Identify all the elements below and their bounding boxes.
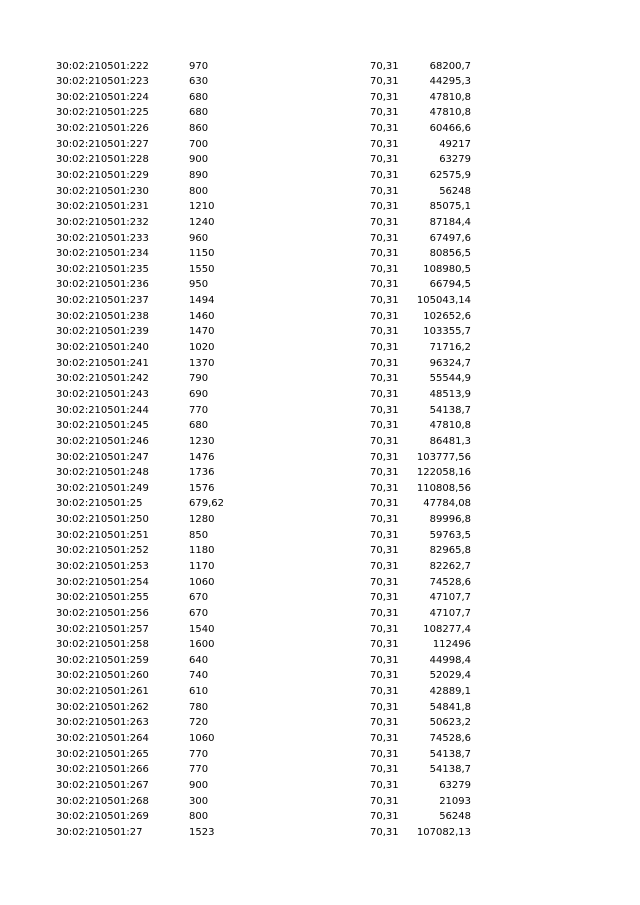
- cadastral-number-cell: 30:02:210501:259: [56, 654, 149, 666]
- rate-cell: 70,31: [370, 91, 399, 103]
- rate-cell: 70,31: [370, 545, 399, 557]
- rate-cell: 70,31: [370, 607, 399, 619]
- value-cell: 105043,14: [416, 295, 471, 307]
- table-row: [0, 184, 640, 200]
- area-cell: 1240: [189, 216, 215, 228]
- rate-cell: 70,31: [370, 404, 399, 416]
- value-cell: 56248: [439, 185, 471, 197]
- table-row: [0, 684, 640, 700]
- area-cell: 900: [189, 154, 209, 166]
- table-row: [0, 668, 640, 684]
- rate-cell: 70,31: [370, 639, 399, 651]
- area-cell: 970: [189, 60, 209, 72]
- rate-cell: 70,31: [370, 592, 399, 604]
- table-row: [0, 293, 640, 309]
- value-cell: 47107,7: [429, 607, 471, 619]
- area-cell: 770: [189, 404, 209, 416]
- value-cell: 107082,13: [416, 826, 471, 838]
- table-row: [0, 215, 640, 231]
- value-cell: 103777,56: [416, 451, 471, 463]
- area-cell: 950: [189, 279, 209, 291]
- rate-cell: 70,31: [370, 107, 399, 119]
- rate-cell: 70,31: [370, 811, 399, 823]
- area-cell: 1600: [189, 639, 215, 651]
- table-row: [0, 825, 640, 841]
- rate-cell: 70,31: [370, 717, 399, 729]
- table-row: [0, 309, 640, 325]
- table-row: [0, 246, 640, 262]
- cadastral-number-cell: 30:02:210501:248: [56, 467, 149, 479]
- rate-cell: 70,31: [370, 232, 399, 244]
- area-cell: 890: [189, 169, 209, 181]
- value-cell: 44998,4: [429, 654, 471, 666]
- cadastral-number-cell: 30:02:210501:267: [56, 779, 149, 791]
- rate-cell: 70,31: [370, 826, 399, 838]
- cadastral-number-cell: 30:02:210501:257: [56, 623, 149, 635]
- value-cell: 63279: [439, 779, 471, 791]
- value-cell: 62575,9: [429, 169, 471, 181]
- table-row: [0, 231, 640, 247]
- rate-cell: 70,31: [370, 420, 399, 432]
- table-row: [0, 794, 640, 810]
- rate-cell: 70,31: [370, 357, 399, 369]
- value-cell: 52029,4: [429, 670, 471, 682]
- value-cell: 67497,6: [429, 232, 471, 244]
- table-row: [0, 512, 640, 528]
- area-cell: 1476: [189, 451, 215, 463]
- table-row: [0, 622, 640, 638]
- table-row: [0, 575, 640, 591]
- cadastral-number-cell: 30:02:210501:227: [56, 138, 149, 150]
- cadastral-number-cell: 30:02:210501:224: [56, 91, 149, 103]
- value-cell: 89996,8: [429, 514, 471, 526]
- value-cell: 96324,7: [429, 357, 471, 369]
- area-cell: 740: [189, 670, 209, 682]
- rate-cell: 70,31: [370, 60, 399, 72]
- cadastral-number-cell: 30:02:210501:245: [56, 420, 149, 432]
- value-cell: 47107,7: [429, 592, 471, 604]
- table-row: [0, 762, 640, 778]
- table-row: [0, 747, 640, 763]
- value-cell: 54138,7: [429, 748, 471, 760]
- data-table: [0, 59, 640, 841]
- value-cell: 86481,3: [429, 435, 471, 447]
- area-cell: 610: [189, 686, 209, 698]
- rate-cell: 70,31: [370, 654, 399, 666]
- cadastral-number-cell: 30:02:210501:235: [56, 263, 149, 275]
- cadastral-number-cell: 30:02:210501:268: [56, 795, 149, 807]
- table-row: [0, 105, 640, 121]
- rate-cell: 70,31: [370, 295, 399, 307]
- table-row: [0, 465, 640, 481]
- rate-cell: 70,31: [370, 686, 399, 698]
- value-cell: 74528,6: [429, 576, 471, 588]
- area-cell: 780: [189, 701, 209, 713]
- table-row: [0, 528, 640, 544]
- area-cell: 1150: [189, 248, 215, 260]
- table-row: [0, 262, 640, 278]
- table-row: [0, 731, 640, 747]
- rate-cell: 70,31: [370, 701, 399, 713]
- rate-cell: 70,31: [370, 154, 399, 166]
- cadastral-number-cell: 30:02:210501:251: [56, 529, 149, 541]
- area-cell: 1060: [189, 576, 215, 588]
- rate-cell: 70,31: [370, 310, 399, 322]
- table-row: [0, 199, 640, 215]
- value-cell: 122058,16: [416, 467, 471, 479]
- value-cell: 85075,1: [429, 201, 471, 213]
- table-row: [0, 543, 640, 559]
- area-cell: 630: [189, 76, 209, 88]
- area-cell: 770: [189, 748, 209, 760]
- value-cell: 68200,7: [429, 60, 471, 72]
- area-cell: 960: [189, 232, 209, 244]
- area-cell: 1540: [189, 623, 215, 635]
- area-cell: 640: [189, 654, 209, 666]
- area-cell: 1210: [189, 201, 215, 213]
- area-cell: 850: [189, 529, 209, 541]
- cadastral-number-cell: 30:02:210501:261: [56, 686, 149, 698]
- rate-cell: 70,31: [370, 76, 399, 88]
- table-row: [0, 152, 640, 168]
- cadastral-number-cell: 30:02:210501:262: [56, 701, 149, 713]
- area-cell: 720: [189, 717, 209, 729]
- cadastral-number-cell: 30:02:210501:250: [56, 514, 149, 526]
- area-cell: 1470: [189, 326, 215, 338]
- value-cell: 54138,7: [429, 404, 471, 416]
- table-row: [0, 809, 640, 825]
- cadastral-number-cell: 30:02:210501:236: [56, 279, 149, 291]
- rate-cell: 70,31: [370, 373, 399, 385]
- table-row: [0, 403, 640, 419]
- cadastral-number-cell: 30:02:210501:269: [56, 811, 149, 823]
- cadastral-number-cell: 30:02:210501:265: [56, 748, 149, 760]
- rate-cell: 70,31: [370, 326, 399, 338]
- rate-cell: 70,31: [370, 435, 399, 447]
- area-cell: 1494: [189, 295, 215, 307]
- area-cell: 300: [189, 795, 209, 807]
- cadastral-number-cell: 30:02:210501:266: [56, 764, 149, 776]
- rate-cell: 70,31: [370, 670, 399, 682]
- value-cell: 66794,5: [429, 279, 471, 291]
- rate-cell: 70,31: [370, 748, 399, 760]
- area-cell: 800: [189, 811, 209, 823]
- value-cell: 55544,9: [429, 373, 471, 385]
- table-row: [0, 637, 640, 653]
- rate-cell: 70,31: [370, 482, 399, 494]
- cadastral-number-cell: 30:02:210501:260: [56, 670, 149, 682]
- cadastral-number-cell: 30:02:210501:232: [56, 216, 149, 228]
- value-cell: 112496: [432, 639, 471, 651]
- table-row: [0, 496, 640, 512]
- table-row: [0, 606, 640, 622]
- value-cell: 74528,6: [429, 733, 471, 745]
- table-row: [0, 371, 640, 387]
- rate-cell: 70,31: [370, 623, 399, 635]
- cadastral-number-cell: 30:02:210501:231: [56, 201, 149, 213]
- area-cell: 770: [189, 764, 209, 776]
- value-cell: 108277,4: [423, 623, 471, 635]
- cadastral-number-cell: 30:02:210501:237: [56, 295, 149, 307]
- table-row: [0, 715, 640, 731]
- rate-cell: 70,31: [370, 764, 399, 776]
- cadastral-number-cell: 30:02:210501:223: [56, 76, 149, 88]
- rate-cell: 70,31: [370, 561, 399, 572]
- area-cell: 680: [189, 107, 209, 119]
- table-row: [0, 340, 640, 356]
- table-row: [0, 387, 640, 403]
- rate-cell: 70,31: [370, 248, 399, 260]
- value-cell: 108980,5: [423, 263, 471, 275]
- table-row: [0, 590, 640, 606]
- table-row: [0, 356, 640, 372]
- cadastral-number-cell: 30:02:210501:244: [56, 404, 149, 416]
- area-cell: 1020: [189, 342, 215, 354]
- value-cell: 102652,6: [423, 310, 471, 322]
- rate-cell: 70,31: [370, 529, 399, 541]
- rate-cell: 70,31: [370, 342, 399, 354]
- area-cell: 860: [189, 123, 209, 135]
- area-cell: 1170: [189, 561, 215, 572]
- cadastral-number-cell: 30:02:210501:238: [56, 310, 149, 322]
- table-row: [0, 277, 640, 293]
- table-row: [0, 74, 640, 90]
- rate-cell: 70,31: [370, 576, 399, 588]
- cadastral-number-cell: 30:02:210501:27: [56, 826, 143, 838]
- value-cell: 82965,8: [429, 545, 471, 557]
- table-row: [0, 59, 640, 75]
- area-cell: 1736: [189, 467, 215, 479]
- area-cell: 700: [189, 138, 209, 150]
- rate-cell: 70,31: [370, 451, 399, 463]
- cadastral-number-cell: 30:02:210501:225: [56, 107, 149, 119]
- cadastral-number-cell: 30:02:210501:25: [56, 498, 143, 510]
- value-cell: 47810,8: [429, 420, 471, 432]
- cadastral-number-cell: 30:02:210501:242: [56, 373, 149, 385]
- value-cell: 48513,9: [429, 388, 471, 400]
- value-cell: 60466,6: [429, 123, 471, 135]
- cadastral-number-cell: 30:02:210501:264: [56, 733, 149, 745]
- rate-cell: 70,31: [370, 514, 399, 526]
- value-cell: 54138,7: [429, 764, 471, 776]
- cadastral-number-cell: 30:02:210501:240: [56, 342, 149, 354]
- cadastral-number-cell: 30:02:210501:263: [56, 717, 149, 729]
- rate-cell: 70,31: [370, 795, 399, 807]
- cadastral-number-cell: 30:02:210501:246: [56, 435, 149, 447]
- area-cell: 670: [189, 592, 209, 604]
- cadastral-number-cell: 30:02:210501:243: [56, 388, 149, 400]
- area-cell: 1230: [189, 435, 215, 447]
- rate-cell: 70,31: [370, 467, 399, 479]
- table-row: [0, 653, 640, 669]
- cadastral-number-cell: 30:02:210501:241: [56, 357, 149, 369]
- rate-cell: 70,31: [370, 123, 399, 135]
- value-cell: 49217: [439, 138, 471, 150]
- value-cell: 50623,2: [429, 717, 471, 729]
- area-cell: 1180: [189, 545, 215, 557]
- cadastral-number-cell: 30:02:210501:228: [56, 154, 149, 166]
- cadastral-number-cell: 30:02:210501:229: [56, 169, 149, 181]
- area-cell: 790: [189, 373, 209, 385]
- cadastral-number-cell: 30:02:210501:226: [56, 123, 149, 135]
- area-cell: 1060: [189, 733, 215, 745]
- value-cell: 47810,8: [429, 107, 471, 119]
- value-cell: 56248: [439, 811, 471, 823]
- cadastral-number-cell: 30:02:210501:234: [56, 248, 149, 260]
- table-row: [0, 559, 640, 575]
- value-cell: 59763,5: [429, 529, 471, 541]
- rate-cell: 70,31: [370, 263, 399, 275]
- value-cell: 47784,08: [423, 498, 471, 510]
- table-row: [0, 121, 640, 137]
- area-cell: 680: [189, 420, 209, 432]
- table-row: [0, 168, 640, 184]
- area-cell: 1280: [189, 514, 215, 526]
- cadastral-number-cell: 30:02:210501:239: [56, 326, 149, 338]
- area-cell: 680: [189, 91, 209, 103]
- cadastral-number-cell: 30:02:210501:252: [56, 545, 149, 557]
- value-cell: 71716,2: [429, 342, 471, 354]
- area-cell: 900: [189, 779, 209, 791]
- table-row: [0, 700, 640, 716]
- area-cell: 670: [189, 607, 209, 619]
- value-cell: 80856,5: [429, 248, 471, 260]
- rate-cell: 70,31: [370, 388, 399, 400]
- cadastral-number-cell: 30:02:210501:247: [56, 451, 149, 463]
- area-cell: 800: [189, 185, 209, 197]
- area-cell: 690: [189, 388, 209, 400]
- area-cell: 1576: [189, 482, 215, 494]
- table-row: [0, 90, 640, 106]
- value-cell: 47810,8: [429, 91, 471, 103]
- table-row: [0, 324, 640, 340]
- value-cell: 87184,4: [429, 216, 471, 228]
- value-cell: 42889,1: [429, 686, 471, 698]
- cadastral-number-cell: 30:02:210501:222: [56, 60, 149, 72]
- value-cell: 110808,56: [416, 482, 471, 494]
- value-cell: 82262,7: [429, 561, 471, 572]
- area-cell: 679,62: [189, 498, 224, 510]
- rate-cell: 70,31: [370, 138, 399, 150]
- cadastral-number-cell: 30:02:210501:254: [56, 576, 149, 588]
- table-row: [0, 481, 640, 497]
- area-cell: 1460: [189, 310, 215, 322]
- rate-cell: 70,31: [370, 733, 399, 745]
- rate-cell: 70,31: [370, 279, 399, 291]
- area-cell: 1550: [189, 263, 215, 275]
- value-cell: 63279: [439, 154, 471, 166]
- value-cell: 103355,7: [423, 326, 471, 338]
- table-row: [0, 778, 640, 794]
- cadastral-number-cell: 30:02:210501:253: [56, 561, 149, 572]
- value-cell: 54841,8: [429, 701, 471, 713]
- cadastral-number-cell: 30:02:210501:258: [56, 639, 149, 651]
- cadastral-number-cell: 30:02:210501:249: [56, 482, 149, 494]
- table-row: [0, 434, 640, 450]
- value-cell: 44295,3: [429, 76, 471, 88]
- cadastral-number-cell: 30:02:210501:256: [56, 607, 149, 619]
- cadastral-number-cell: 30:02:210501:255: [56, 592, 149, 604]
- area-cell: 1523: [189, 826, 215, 838]
- cadastral-number-cell: 30:02:210501:230: [56, 185, 149, 197]
- rate-cell: 70,31: [370, 201, 399, 213]
- rate-cell: 70,31: [370, 216, 399, 228]
- value-cell: 21093: [439, 795, 471, 807]
- rate-cell: 70,31: [370, 779, 399, 791]
- area-cell: 1370: [189, 357, 215, 369]
- table-row: [0, 418, 640, 434]
- rate-cell: 70,31: [370, 185, 399, 197]
- cadastral-number-cell: 30:02:210501:233: [56, 232, 149, 244]
- table-row: [0, 450, 640, 466]
- rate-cell: 70,31: [370, 169, 399, 181]
- rate-cell: 70,31: [370, 498, 399, 510]
- table-row: [0, 137, 640, 153]
